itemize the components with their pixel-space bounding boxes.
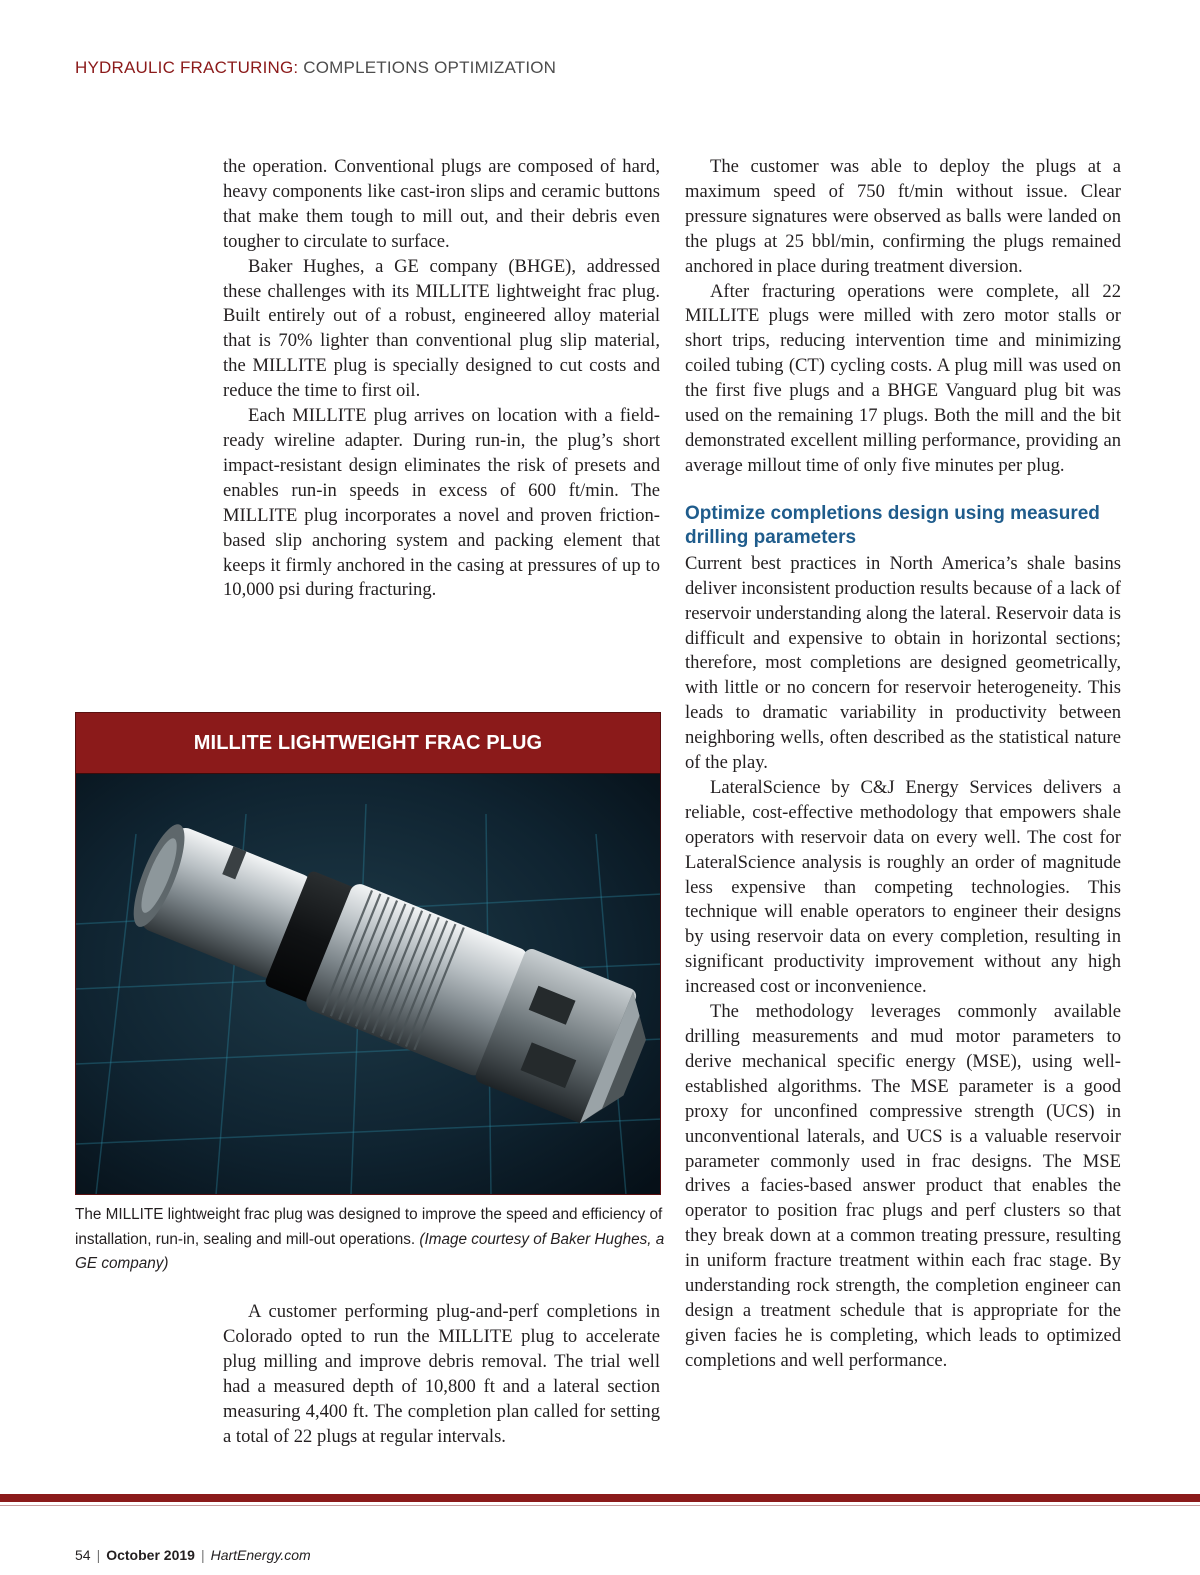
caption-credit: (Image courtesy of Baker Hughes, a GE company) xyxy=(75,1230,665,1273)
footer-separator: | xyxy=(200,1547,205,1563)
body-paragraph: The methodology leverages commonly available drilling measurements and mud motor parameters to derive mechanical specific energy (MSE), using well-established algorithms. The MSE parameter is a good proxy for unconfined compressive strength (UCS) in unconventional laterals, and UCS is a valuable reservoir parameter commonly used in frac designs. The MSE drives a facies-based answer product that enables the operator to position frac plugs and perf clusters so that they break down at a common treating pressure, resulting in uniform fracture treatment within each frac stage. By understanding rock strength, the completion engineer can design a treatment schedule that is appropriate for the given facies he is completing, which leads to optimized completions and well performance. xyxy=(685,1001,1121,1371)
issue-date: October 2019 xyxy=(106,1547,195,1563)
body-paragraph: A customer performing plug-and-perf completions in Colorado opted to run the MILLITE plug to accelerate plug milling and improve debris removal. The trial well had a measured depth of 10,800 ft and a lateral section measuring 4,400 ft. The completion plan called for setting a total of 22 plugs at regular intervals. xyxy=(223,1301,660,1447)
body-paragraph: Baker Hughes, a GE company (BHGE), addressed these challenges with its MILLITE lightweight frac plug. Built entirely out of a robust, engineered alloy material that is 70% lighter than conventional plug slip material, the MILLITE plug is specially designed to cut costs and reduce the time to first oil. xyxy=(223,255,660,402)
left-column-bottom xyxy=(223,1300,660,1449)
body-paragraph: LateralScience by C&J Energy Services delivers a reliable, cost-effective methodology that empowers shale operators with reservoir data on every well. The cost for LateralScience analysis is roughly an order of magnitude less expensive than competing technologies. This technique will enable operators to engineer their designs by using reservoir data on every completion, resulting in significant productivity improvement without any high increased cost or inconvenience. xyxy=(685,776,1121,998)
body-paragraph: The customer was able to deploy the plugs at a maximum speed of 750 ft/min without issue. Clear pressure signatures were observed as balls were landed on the plugs at 25 bbl/min, confirming the plugs remained anchored in place during treatment diversion. xyxy=(685,156,1121,277)
right-column xyxy=(685,155,1121,1374)
website-link[interactable]: HartEnergy.com xyxy=(210,1547,311,1563)
frac-plug-image xyxy=(76,774,661,1195)
sidebar-figure xyxy=(75,712,661,1195)
body-paragraph: Current best practices in North America’s shale basins deliver inconsistent production results because of a lack of reservoir understanding along the lateral. Reservoir data is difficult and expensive to obtain in horizontal sections; therefore, most completions are designed geometrically, with little or no concern for reservoir heterogeneity. This leads to dramatic variability in productivity between neighboring wells, often described as the statistical nature of the play. xyxy=(685,552,1121,774)
caption-text: The MILLITE lightweight frac plug was designed to improve the speed and efficiency of installation, run-in, sealing and mill-out operations. xyxy=(75,1206,663,1248)
page-footer xyxy=(75,1547,311,1563)
running-head-topic: COMPLETIONS OPTIMIZATION xyxy=(303,58,557,77)
section-subhead: Optimize completions design using measured drilling parameters xyxy=(685,502,1100,548)
page-number: 54 xyxy=(75,1547,91,1563)
footer-separator: | xyxy=(96,1547,101,1563)
body-paragraph: the operation. Conventional plugs are composed of hard, heavy components like cast-iron slips and ceramic buttons that make them tough to mill out, and their debris even tougher to circulate to surface. xyxy=(223,156,660,252)
body-paragraph: After fracturing operations were complete, all 22 MILLITE plugs were milled with zero motor stalls or short trips, reducing intervention time and minimizing coiled tubing (CT) cycling costs. A plug mill was used on the first five plugs and a BHGE Vanguard plug bit was used on the remaining 17 plugs. Both the mill and the bit demonstrated excellent milling performance, providing an average millout time of only five minutes per plug. xyxy=(685,280,1121,476)
body-paragraph: Each MILLITE plug arrives on location with a field-ready wireline adapter. During run-in, the plug’s short impact-resistant design eliminates the risk of presets and enables run-in speeds in excess of 600 ft/min. The MILLITE plug incorporates a novel and proven friction-based slip anchoring system and packing element that keeps it firmly anchored in the casing at pressures of up to 10,000 psi during fracturing. xyxy=(223,405,660,601)
running-head xyxy=(75,58,556,78)
sidebar-title: MILLITE LIGHTWEIGHT FRAC PLUG xyxy=(76,713,660,774)
footer-rule-thin xyxy=(0,1505,1200,1506)
footer-rule xyxy=(0,1494,1200,1502)
left-column-top xyxy=(223,155,660,603)
figure-caption xyxy=(75,1203,665,1277)
running-head-section: HYDRAULIC FRACTURING: xyxy=(75,58,299,77)
